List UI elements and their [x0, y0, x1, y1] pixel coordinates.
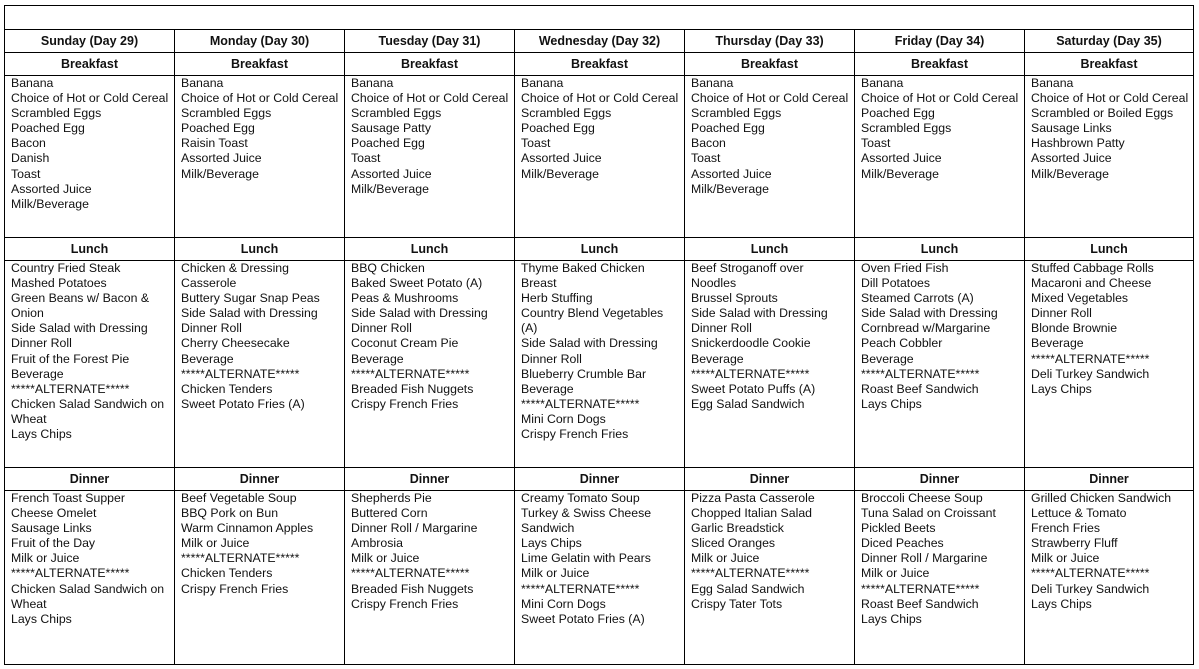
menu-item: Scrambled Eggs: [691, 106, 782, 121]
menu-item: Milk/Beverage: [861, 166, 939, 181]
lunch-items: [521, 261, 682, 442]
menu-item: Choice of Hot or Cold Cereal: [1031, 91, 1189, 106]
menu-item: Beverage: [861, 351, 914, 366]
menu-item: Poached Egg: [691, 121, 765, 136]
menu-item: Toast: [351, 151, 381, 166]
day-column: [515, 30, 685, 664]
menu-item: Lays Chips: [1031, 596, 1092, 611]
menu-item: Banana: [351, 76, 394, 90]
menu-item: Poached Egg: [11, 121, 85, 136]
menu-item: Blueberry Crumble Bar: [521, 366, 647, 381]
menu-item: Beverage: [351, 351, 404, 366]
menu-item: Lays Chips: [861, 396, 922, 411]
menu-item: Bacon: [691, 136, 726, 151]
breakfast-header: Breakfast: [345, 53, 514, 76]
menu-item: Broccoli Cheese Soup: [861, 491, 983, 505]
menu-item: Assorted Juice: [1031, 151, 1112, 166]
menu-item: French Fries: [1031, 521, 1101, 536]
menu-item: Dinner Roll: [521, 351, 582, 366]
menu-item: Lays Chips: [11, 427, 72, 442]
lunch-header: Lunch: [685, 238, 854, 261]
menu-item: Chicken Tenders: [181, 381, 273, 396]
menu-item: Snickerdoodle Cookie: [691, 336, 811, 351]
breakfast-header: Breakfast: [1025, 53, 1193, 76]
menu-item: Poached Egg: [521, 121, 595, 136]
menu-item: Lays Chips: [1031, 381, 1092, 396]
menu-item: Pizza Pasta Casserole: [691, 491, 815, 505]
menu-item: Garlic Breadstick: [691, 521, 784, 536]
menu-item: Milk/Beverage: [181, 166, 259, 181]
menu-item: Milk or Juice: [181, 536, 250, 551]
menu-item: Toast: [861, 136, 891, 151]
dinner-header: Dinner: [5, 468, 174, 491]
menu-item: Roast Beef Sandwich: [861, 596, 979, 611]
menu-item: *****ALTERNATE*****: [351, 566, 470, 581]
breakfast-header: Breakfast: [685, 53, 854, 76]
menu-item: Banana: [1031, 76, 1074, 90]
lunch-items: [11, 261, 172, 442]
menu-item: *****ALTERNATE*****: [691, 566, 810, 581]
menu-item: Cherry Cheesecake: [181, 336, 290, 351]
day-header: Thursday (Day 33): [685, 30, 854, 53]
dinner-header: Dinner: [515, 468, 684, 491]
menu-item: Brussel Sprouts: [691, 291, 778, 306]
menu-item: Strawberry Fluff: [1031, 536, 1118, 551]
menu-item: Side Salad with Dressing: [351, 306, 488, 321]
breakfast-items: [181, 76, 342, 182]
menu-item: Milk or Juice: [11, 551, 80, 566]
menu-item: Milk/Beverage: [691, 181, 769, 196]
dinner-items: [521, 491, 682, 627]
menu-item: Peach Cobbler: [861, 336, 943, 351]
menu-item: Choice of Hot or Cold Cereal: [181, 91, 339, 106]
menu-item: Banana: [181, 76, 224, 90]
dinner-header: Dinner: [685, 468, 854, 491]
menu-item: Assorted Juice: [351, 166, 432, 181]
dinner-header: Dinner: [345, 468, 514, 491]
menu-item: Scrambled Eggs: [521, 106, 612, 121]
menu-item: *****ALTERNATE*****: [181, 551, 300, 566]
menu-item: Crispy French Fries: [181, 581, 289, 596]
menu-item: Wheat: [11, 411, 47, 426]
breakfast-items: [11, 76, 172, 212]
menu-item: Milk or Juice: [861, 566, 930, 581]
menu-item: Grilled Chicken Sandwich: [1031, 491, 1172, 505]
menu-item: Chicken Salad Sandwich on: [11, 581, 165, 596]
menu-item: Banana: [521, 76, 564, 90]
menu-item: Dinner Roll: [181, 321, 242, 336]
menu-item: Thyme Baked Chicken: [521, 261, 645, 275]
menu-item: Beef Vegetable Soup: [181, 491, 297, 505]
menu-item: Oven Fried Fish: [861, 261, 949, 275]
menu-item: Side Salad with Dressing: [861, 306, 998, 321]
menu-item: Blonde Brownie: [1031, 321, 1118, 336]
menu-item: Shepherds Pie: [351, 491, 432, 505]
menu-item: Sweet Potato Fries (A): [521, 611, 645, 626]
menu-item: Choice of Hot or Cold Cereal: [861, 91, 1019, 106]
dinner-items: [1031, 491, 1191, 612]
menu-item: Beverage: [521, 381, 574, 396]
breakfast-items: [691, 76, 852, 197]
lunch-items: [1031, 261, 1191, 397]
title-bar: [5, 6, 1193, 30]
menu-item: Crispy French Fries: [521, 427, 629, 442]
breakfast-items: [521, 76, 682, 182]
menu-item: Breast: [521, 276, 557, 291]
menu-item: Beef Stroganoff over: [691, 261, 804, 275]
menu-item: Coconut Cream Pie: [351, 336, 459, 351]
menu-item: Dinner Roll: [691, 321, 752, 336]
menu-item: *****ALTERNATE*****: [1031, 566, 1150, 581]
menu-item: Breaded Fish Nuggets: [351, 381, 474, 396]
menu-item: Scrambled Eggs: [181, 106, 272, 121]
dinner-items: [351, 491, 512, 612]
menu-item: *****ALTERNATE*****: [11, 381, 130, 396]
menu-item: Cornbread w/Margarine: [861, 321, 991, 336]
menu-item: Dinner Roll: [351, 321, 412, 336]
menu-item: Mini Corn Dogs: [521, 411, 606, 426]
menu-item: Macaroni and Cheese: [1031, 276, 1152, 291]
menu-item: Milk/Beverage: [11, 196, 89, 211]
menu-item: Poached Egg: [861, 106, 935, 121]
menu-item: Assorted Juice: [691, 166, 772, 181]
breakfast-header: Breakfast: [5, 53, 174, 76]
menu-item: Beverage: [691, 351, 744, 366]
menu-item: Dinner Roll / Margarine: [351, 521, 478, 536]
menu-item: *****ALTERNATE*****: [351, 366, 470, 381]
breakfast-header: Breakfast: [515, 53, 684, 76]
menu-item: Toast: [691, 151, 721, 166]
menu-item: Country Blend Vegetables: [521, 306, 664, 321]
lunch-items: [351, 261, 512, 412]
lunch-header: Lunch: [1025, 238, 1193, 261]
lunch-header: Lunch: [855, 238, 1024, 261]
menu-item: Banana: [691, 76, 734, 90]
menu-item: Egg Salad Sandwich: [691, 581, 805, 596]
menu-item: *****ALTERNATE*****: [521, 581, 640, 596]
menu-item: Lime Gelatin with Pears: [521, 551, 651, 566]
menu-item: *****ALTERNATE*****: [861, 366, 980, 381]
menu-item: Green Beans w/ Bacon &: [11, 291, 150, 306]
dinner-items: [11, 491, 172, 627]
dinner-header: Dinner: [1025, 468, 1193, 491]
menu-item: Baked Sweet Potato (A): [351, 276, 483, 291]
menu-item: Danish: [11, 151, 50, 166]
menu-item: Dinner Roll: [1031, 306, 1092, 321]
menu-item: Choice of Hot or Cold Cereal: [351, 91, 509, 106]
day-header: Wednesday (Day 32): [515, 30, 684, 53]
menu-item: Assorted Juice: [861, 151, 942, 166]
menu-item: Choice of Hot or Cold Cereal: [691, 91, 849, 106]
menu-item: Onion: [11, 306, 44, 321]
menu-item: French Toast Supper: [11, 491, 125, 505]
menu-item: Side Salad with Dressing: [691, 306, 828, 321]
menu-item: Fruit of the Forest Pie: [11, 351, 130, 366]
menu-item: Country Fried Steak: [11, 261, 121, 275]
menu-item: Fruit of the Day: [11, 536, 96, 551]
menu-item: Hashbrown Patty: [1031, 136, 1125, 151]
lunch-header: Lunch: [515, 238, 684, 261]
menu-item: Scrambled Eggs: [11, 106, 102, 121]
menu-item: Turkey & Swiss Cheese: [521, 506, 652, 521]
menu-item: Chicken Tenders: [181, 566, 273, 581]
menu-item: Sweet Potato Fries (A): [181, 396, 305, 411]
menu-item: Side Salad with Dressing: [181, 306, 318, 321]
menu-item: Milk/Beverage: [521, 166, 599, 181]
menu-item: Wheat: [11, 596, 47, 611]
day-header: Friday (Day 34): [855, 30, 1024, 53]
menu-item: Buttery Sugar Snap Peas: [181, 291, 320, 306]
menu-item: Bacon: [11, 136, 46, 151]
menu-item: BBQ Chicken: [351, 261, 425, 275]
menu-item: BBQ Pork on Bun: [181, 506, 279, 521]
menu-item: Pickled Beets: [861, 521, 936, 536]
day-column: [1025, 30, 1193, 664]
menu-item: Toast: [11, 166, 41, 181]
menu-item: Banana: [861, 76, 904, 90]
menu-item: Sandwich: [521, 521, 575, 536]
dinner-items: [861, 491, 1022, 627]
breakfast-items: [351, 76, 512, 197]
breakfast-items: [1031, 76, 1191, 182]
menu-item: Lettuce & Tomato: [1031, 506, 1127, 521]
menu-item: Scrambled Eggs: [861, 121, 952, 136]
menu-item: Chopped Italian Salad: [691, 506, 813, 521]
menu-item: Milk or Juice: [1031, 551, 1100, 566]
lunch-header: Lunch: [345, 238, 514, 261]
day-header: Tuesday (Day 31): [345, 30, 514, 53]
menu-item: Raisin Toast: [181, 136, 248, 151]
menu-item: Warm Cinnamon Apples: [181, 521, 314, 536]
dinner-items: [691, 491, 852, 612]
menu-item: *****ALTERNATE*****: [691, 366, 810, 381]
menu-item: Scrambled Eggs: [351, 106, 442, 121]
dinner-header: Dinner: [175, 468, 344, 491]
menu-item: Crispy Tater Tots: [691, 596, 783, 611]
menu-item: Chicken & Dressing: [181, 261, 289, 275]
menu-item: Milk or Juice: [691, 551, 760, 566]
menu-item: Milk/Beverage: [1031, 166, 1109, 181]
menu-item: Crispy French Fries: [351, 596, 459, 611]
menu-item: Deli Turkey Sandwich: [1031, 366, 1150, 381]
menu-item: Egg Salad Sandwich: [691, 396, 805, 411]
menu-item: Herb Stuffing: [521, 291, 593, 306]
menu-item: (A): [521, 321, 538, 336]
day-column: [685, 30, 855, 664]
menu-item: Mini Corn Dogs: [521, 596, 606, 611]
menu-item: Toast: [521, 136, 551, 151]
day-column: [175, 30, 345, 664]
menu-item: *****ALTERNATE*****: [1031, 351, 1150, 366]
menu-item: Choice of Hot or Cold Cereal: [521, 91, 679, 106]
menu-item: Milk or Juice: [351, 551, 420, 566]
lunch-items: [861, 261, 1022, 412]
menu-item: Peas & Mushrooms: [351, 291, 459, 306]
menu-item: Sausage Links: [1031, 121, 1112, 136]
menu-item: Deli Turkey Sandwich: [1031, 581, 1150, 596]
menu-item: Steamed Carrots (A): [861, 291, 974, 306]
weekly-menu-table: [4, 5, 1194, 665]
menu-item: Poached Egg: [181, 121, 255, 136]
menu-item: Beverage: [1031, 336, 1084, 351]
menu-item: Beverage: [11, 366, 64, 381]
menu-item: Mashed Potatoes: [11, 276, 107, 291]
menu-item: Assorted Juice: [521, 151, 602, 166]
menu-item: Sweet Potato Puffs (A): [691, 381, 816, 396]
lunch-header: Lunch: [175, 238, 344, 261]
menu-item: *****ALTERNATE*****: [521, 396, 640, 411]
menu-item: Choice of Hot or Cold Cereal: [11, 91, 169, 106]
menu-item: Ambrosia: [351, 536, 403, 551]
menu-item: Casserole: [181, 276, 237, 291]
menu-item: Side Salad with Dressing: [521, 336, 658, 351]
menu-item: Dill Potatoes: [861, 276, 931, 291]
menu-item: *****ALTERNATE*****: [181, 366, 300, 381]
menu-item: Lays Chips: [11, 611, 72, 626]
menu-item: Scrambled or Boiled Eggs: [1031, 106, 1174, 121]
menu-item: Milk or Juice: [521, 566, 590, 581]
day-column: [855, 30, 1025, 664]
day-header: Sunday (Day 29): [5, 30, 174, 53]
menu-item: Lays Chips: [521, 536, 582, 551]
menu-item: Beverage: [181, 351, 234, 366]
day-header: Monday (Day 30): [175, 30, 344, 53]
breakfast-items: [861, 76, 1022, 182]
dinner-header: Dinner: [855, 468, 1024, 491]
menu-item: Sliced Oranges: [691, 536, 776, 551]
breakfast-header: Breakfast: [855, 53, 1024, 76]
day-column: [5, 30, 175, 664]
menu-item: Creamy Tomato Soup: [521, 491, 640, 505]
menu-item: Cheese Omelet: [11, 506, 97, 521]
menu-item: Lays Chips: [861, 611, 922, 626]
menu-item: Stuffed Cabbage Rolls: [1031, 261, 1154, 275]
menu-item: Mixed Vegetables: [1031, 291, 1129, 306]
menu-item: Noodles: [691, 276, 737, 291]
menu-item: Buttered Corn: [351, 506, 428, 521]
menu-item: Crispy French Fries: [351, 396, 459, 411]
menu-item: Tuna Salad on Croissant: [861, 506, 996, 521]
dinner-items: [181, 491, 342, 597]
menu-item: Chicken Salad Sandwich on: [11, 396, 165, 411]
menu-item: Dinner Roll / Margarine: [861, 551, 988, 566]
menu-item: Sausage Patty: [351, 121, 431, 136]
lunch-items: [691, 261, 852, 412]
menu-item: Assorted Juice: [181, 151, 262, 166]
menu-item: Assorted Juice: [11, 181, 92, 196]
menu-item: Banana: [11, 76, 54, 90]
menu-item: Poached Egg: [351, 136, 425, 151]
menu-item: Sausage Links: [11, 521, 92, 536]
menu-item: Roast Beef Sandwich: [861, 381, 979, 396]
day-column: [345, 30, 515, 664]
menu-item: Breaded Fish Nuggets: [351, 581, 474, 596]
menu-item: *****ALTERNATE*****: [11, 566, 130, 581]
menu-item: Side Salad with Dressing: [11, 321, 148, 336]
menu-item: Dinner Roll: [11, 336, 72, 351]
lunch-header: Lunch: [5, 238, 174, 261]
lunch-items: [181, 261, 342, 412]
day-header: Saturday (Day 35): [1025, 30, 1193, 53]
menu-item: *****ALTERNATE*****: [861, 581, 980, 596]
menu-item: Diced Peaches: [861, 536, 944, 551]
breakfast-header: Breakfast: [175, 53, 344, 76]
menu-item: Milk/Beverage: [351, 181, 429, 196]
